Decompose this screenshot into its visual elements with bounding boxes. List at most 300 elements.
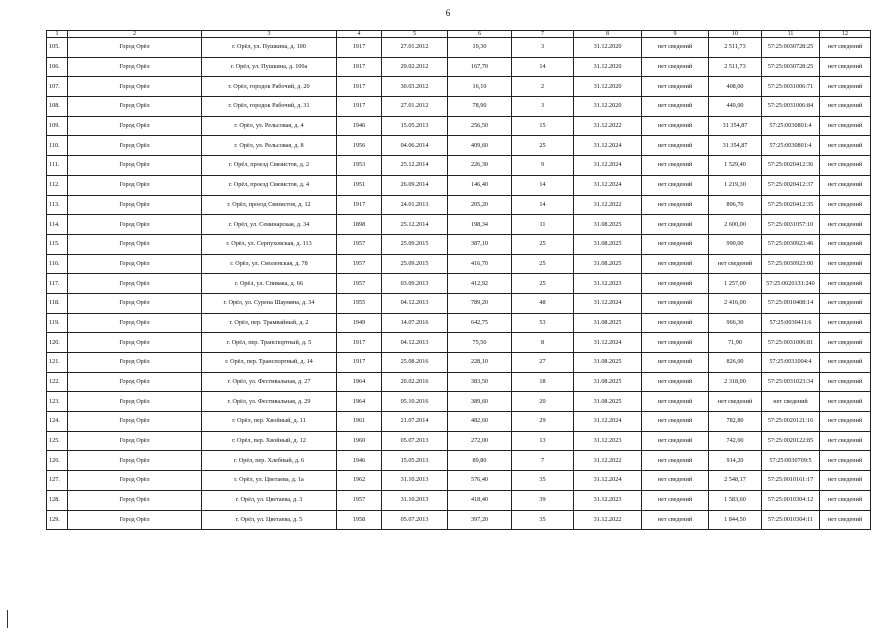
table-cell: г. Орёл, пер. Транспортный, д. 5 (202, 333, 337, 353)
table-cell: 13 (512, 431, 574, 451)
table-cell: 31.12.2020 (574, 97, 642, 117)
table-cell: Город Орёл (68, 215, 202, 235)
table-cell: Город Орёл (68, 333, 202, 353)
table-cell: нет сведений (820, 274, 871, 294)
table-row (47, 195, 871, 215)
table-cell: 1955 (337, 293, 382, 313)
table-cell: Город Орёл (68, 353, 202, 373)
table-cell: нет сведений (762, 392, 820, 412)
table-cell: Город Орёл (68, 412, 202, 432)
table-cell: 57:25:0010304:12 (762, 490, 820, 510)
table-cell: нет сведений (642, 175, 709, 195)
table-cell: Город Орёл (68, 471, 202, 491)
column-number-row (47, 31, 871, 38)
table-cell: 1917 (337, 57, 382, 77)
table-row (47, 274, 871, 294)
table-cell: г. Орёл, ул. Пушкина, д. 100 (202, 38, 337, 58)
table-cell: Город Орёл (68, 254, 202, 274)
table-cell: 2 416,00 (709, 293, 762, 313)
table-cell: 20 (512, 392, 574, 412)
table-cell: Город Орёл (68, 116, 202, 136)
table-cell: 1917 (337, 97, 382, 117)
table-cell: 25 (512, 274, 574, 294)
table-cell: Город Орёл (68, 156, 202, 176)
table-cell: 31.12.2020 (574, 77, 642, 97)
table-cell: 57:25:0030801:4 (762, 136, 820, 156)
page-number: 6 (445, 8, 451, 18)
table-cell: 31.08.2025 (574, 234, 642, 254)
table-cell: 27 (512, 353, 574, 373)
table-cell: г. Орёл, проезд Связистов, д. 4 (202, 175, 337, 195)
table-cell: нет сведений (820, 77, 871, 97)
table-cell: 2 600,00 (709, 215, 762, 235)
table-cell: нет сведений (820, 471, 871, 491)
table-row (47, 431, 871, 451)
table-cell: нет сведений (642, 471, 709, 491)
table-cell: 990,00 (709, 234, 762, 254)
table-cell: 125. (47, 431, 68, 451)
table-cell: 75,50 (448, 333, 512, 353)
table-cell: 25 (512, 136, 574, 156)
table-cell: нет сведений (820, 254, 871, 274)
table-cell: 57:25:0030411:6 (762, 313, 820, 333)
table-cell: нет сведений (642, 510, 709, 530)
column-number-cell: 9 (642, 31, 709, 38)
column-number-cell: 5 (382, 31, 448, 38)
table-cell: 05.07.2013 (382, 510, 448, 530)
table-cell: 57:25:0030728:25 (762, 38, 820, 58)
table-cell: 14.07.2016 (382, 313, 448, 333)
table-row (47, 156, 871, 176)
table-cell: 31.12.2022 (574, 451, 642, 471)
table-cell: нет сведений (642, 215, 709, 235)
table-cell: 15 (512, 116, 574, 136)
table-cell: 1 219,30 (709, 175, 762, 195)
table-cell: нет сведений (820, 156, 871, 176)
table-cell: 31.12.2024 (574, 412, 642, 432)
table-cell: г. Орёл, пер. Хлебный, д. 6 (202, 451, 337, 471)
table-cell: 25 (512, 254, 574, 274)
table-row (47, 471, 871, 491)
table-cell: 31.08.2025 (574, 392, 642, 412)
table-cell: 121. (47, 353, 68, 373)
table-cell: нет сведений (642, 412, 709, 432)
table-cell: 124. (47, 412, 68, 432)
table-cell: 1917 (337, 333, 382, 353)
column-number-cell: 10 (709, 31, 762, 38)
table-cell: 31 354,87 (709, 136, 762, 156)
table-cell: нет сведений (642, 57, 709, 77)
table-row (47, 313, 871, 333)
table-cell: 3 (512, 97, 574, 117)
table-cell: 226,30 (448, 156, 512, 176)
table-cell: 1961 (337, 412, 382, 432)
table-cell: 1951 (337, 175, 382, 195)
table-cell: 1917 (337, 77, 382, 97)
table-cell: 31.10.2013 (382, 490, 448, 510)
table-cell: 57:25:0030923:46 (762, 234, 820, 254)
table-cell: Город Орёл (68, 136, 202, 156)
table-cell: 78,90 (448, 97, 512, 117)
table-cell: 3 (512, 38, 574, 58)
table-cell: 116. (47, 254, 68, 274)
table-cell: 122. (47, 372, 68, 392)
table-cell: 31.12.2022 (574, 195, 642, 215)
table-cell: 146,40 (448, 175, 512, 195)
table-cell: Город Орёл (68, 313, 202, 333)
table-cell: 31.12.2024 (574, 156, 642, 176)
table-body (47, 31, 871, 530)
table-cell: 31.08.2025 (574, 372, 642, 392)
table-cell: 31 354,87 (709, 116, 762, 136)
table-cell: 416,70 (448, 254, 512, 274)
table-cell: нет сведений (642, 372, 709, 392)
table-cell: 53 (512, 313, 574, 333)
table-cell: 57:25:0020121:16 (762, 412, 820, 432)
table-cell: нет сведений (642, 136, 709, 156)
table-row (47, 136, 871, 156)
table-cell: 272,00 (448, 431, 512, 451)
table-cell: 57:25:0031057:10 (762, 215, 820, 235)
table-cell: 31.12.2020 (574, 38, 642, 58)
table-cell: 449,00 (709, 97, 762, 117)
table-cell: 18 (512, 372, 574, 392)
table-cell: 57:25:0020412:36 (762, 156, 820, 176)
table-cell: 2 511,73 (709, 38, 762, 58)
table-cell: нет сведений (820, 313, 871, 333)
table-cell: нет сведений (642, 451, 709, 471)
table-cell: 31.08.2025 (574, 313, 642, 333)
table-cell: 1 583,60 (709, 490, 762, 510)
table-cell: 29 (512, 412, 574, 432)
table-cell: нет сведений (820, 412, 871, 432)
table-cell: Город Орёл (68, 195, 202, 215)
table-cell: 1964 (337, 392, 382, 412)
table-cell: нет сведений (820, 215, 871, 235)
table-cell: 31.10.2013 (382, 471, 448, 491)
table-cell: 35 (512, 471, 574, 491)
table-cell: нет сведений (642, 274, 709, 294)
table-cell: нет сведений (820, 293, 871, 313)
table-cell: Город Орёл (68, 490, 202, 510)
table-row (47, 293, 871, 313)
table-cell: Город Орёл (68, 431, 202, 451)
table-row (47, 333, 871, 353)
table-cell: нет сведений (820, 490, 871, 510)
table-cell: 16,10 (448, 77, 512, 97)
table-row (47, 234, 871, 254)
table-cell: г. Орёл, пер. Хвойный, д. 11 (202, 412, 337, 432)
table-cell: 1964 (337, 372, 382, 392)
table-cell: г. Орёл, ул. Семинарская, д. 34 (202, 215, 337, 235)
table-cell: нет сведений (820, 116, 871, 136)
table-cell: г. Орёл, ул. Серпуховская, д. 113 (202, 234, 337, 254)
table-cell: 127. (47, 471, 68, 491)
table-cell: 198,34 (448, 215, 512, 235)
table-cell: г. Орёл, проезд Связистов, д. 12 (202, 195, 337, 215)
table-cell: 408,00 (709, 77, 762, 97)
table-cell: г. Орёл, ул. Фестивальная, д. 29 (202, 392, 337, 412)
table-cell: нет сведений (642, 392, 709, 412)
table-cell: 126. (47, 451, 68, 471)
table-cell: 25.08.2016 (382, 353, 448, 373)
table-cell: 789,20 (448, 293, 512, 313)
table-cell: нет сведений (820, 195, 871, 215)
table-cell: 11 (512, 215, 574, 235)
table-cell: 1957 (337, 274, 382, 294)
table-cell: нет сведений (820, 234, 871, 254)
table-cell: 31.12.2024 (574, 471, 642, 491)
table-cell: нет сведений (820, 136, 871, 156)
table-cell: 389,60 (448, 392, 512, 412)
table-cell: 256,50 (448, 116, 512, 136)
table-cell: 57:25:0020122:85 (762, 431, 820, 451)
table-cell: 57:25:0030709:5 (762, 451, 820, 471)
table-cell: нет сведений (642, 333, 709, 353)
table-cell: нет сведений (642, 97, 709, 117)
table-cell: 120. (47, 333, 68, 353)
table-cell: 35 (512, 510, 574, 530)
table-cell: г. Орёл, городок Рабочий, д. 20 (202, 77, 337, 97)
table-cell: 1 257,00 (709, 274, 762, 294)
table-cell: нет сведений (820, 372, 871, 392)
table-cell: нет сведений (820, 57, 871, 77)
table-cell: 21.07.2014 (382, 412, 448, 432)
table-cell: г. Орёл, ул. Фестивальная, д. 27 (202, 372, 337, 392)
table-cell: 117. (47, 274, 68, 294)
table-cell: 25.09.2015 (382, 254, 448, 274)
table-cell: 7 (512, 451, 574, 471)
table-cell: 57:25:0031006:71 (762, 77, 820, 97)
table-cell: 9 (512, 156, 574, 176)
table-cell: 31.12.2024 (574, 333, 642, 353)
table-cell: 1958 (337, 510, 382, 530)
table-cell: 24.01.2013 (382, 195, 448, 215)
table-cell: 04.12.2013 (382, 293, 448, 313)
column-number-cell: 2 (68, 31, 202, 38)
table-cell: 1956 (337, 136, 382, 156)
table-cell: 2 548,17 (709, 471, 762, 491)
table-cell: г. Орёл, ул. Сурена Шаумяна, д. 34 (202, 293, 337, 313)
column-number-cell: 3 (202, 31, 337, 38)
table-cell: 57:25:0031006:81 (762, 333, 820, 353)
table-row (47, 175, 871, 195)
table-cell: 71,90 (709, 333, 762, 353)
table-cell: Город Орёл (68, 77, 202, 97)
table-cell: 119. (47, 313, 68, 333)
table-cell: 107. (47, 77, 68, 97)
table-cell: 1898 (337, 215, 382, 235)
table-cell: нет сведений (820, 392, 871, 412)
column-number-cell: 7 (512, 31, 574, 38)
table-cell: 167,70 (448, 57, 512, 77)
table-cell: 482,60 (448, 412, 512, 432)
table-cell: 05.07.2013 (382, 431, 448, 451)
table-cell: 123. (47, 392, 68, 412)
column-number-cell: 6 (448, 31, 512, 38)
table-cell: нет сведений (642, 353, 709, 373)
table-cell: г. Орёл, пер. Хвойный, д. 12 (202, 431, 337, 451)
table-cell: нет сведений (820, 97, 871, 117)
table-cell: 1 529,40 (709, 156, 762, 176)
table-cell: 826,00 (709, 353, 762, 373)
table-cell: 2 511,73 (709, 57, 762, 77)
table-cell: нет сведений (820, 451, 871, 471)
table-cell: 26.09.2014 (382, 175, 448, 195)
table-cell: Город Орёл (68, 510, 202, 530)
table-cell: 576,40 (448, 471, 512, 491)
column-number-cell: 1 (47, 31, 68, 38)
table-cell: 1957 (337, 234, 382, 254)
table-cell: 31.08.2025 (574, 353, 642, 373)
table-cell: 31.12.2023 (574, 431, 642, 451)
table-cell: 05.10.2016 (382, 392, 448, 412)
table-cell: 57:25:0031023:34 (762, 372, 820, 392)
table-cell: 409,60 (448, 136, 512, 156)
table-cell: нет сведений (820, 431, 871, 451)
table-cell: 106. (47, 57, 68, 77)
table-cell: г. Орёл, ул. Пушкина, д. 100а (202, 57, 337, 77)
table-cell: 30.03.2012 (382, 77, 448, 97)
table-cell: нет сведений (642, 116, 709, 136)
table-cell: 48 (512, 293, 574, 313)
table-cell: 128. (47, 490, 68, 510)
margin-mark (7, 610, 8, 628)
table-cell: 15.05.2013 (382, 116, 448, 136)
table-cell: 20.02.2016 (382, 372, 448, 392)
table-cell: 1917 (337, 353, 382, 373)
column-number-cell: 12 (820, 31, 871, 38)
table-cell: 57:25:0020412:37 (762, 175, 820, 195)
table-cell: 397,20 (448, 510, 512, 530)
table-cell: 31.12.2022 (574, 510, 642, 530)
table-cell: 383,50 (448, 372, 512, 392)
table-cell: нет сведений (709, 392, 762, 412)
table-cell: 03.09.2013 (382, 274, 448, 294)
table-row (47, 57, 871, 77)
table-row (47, 392, 871, 412)
table-cell: 642,75 (448, 313, 512, 333)
table-cell: 914,20 (709, 451, 762, 471)
table-cell: 1949 (337, 313, 382, 333)
table-cell: Город Орёл (68, 175, 202, 195)
table-row (47, 510, 871, 530)
table-cell: г. Орёл, ул. Цветаева, д. 3 (202, 490, 337, 510)
table-cell: 114. (47, 215, 68, 235)
table-cell: 15.05.2013 (382, 451, 448, 471)
table-cell: 1960 (337, 431, 382, 451)
table-row (47, 77, 871, 97)
table-cell: г. Орёл, ул. Смоленская, д. 78 (202, 254, 337, 274)
table-cell: 112. (47, 175, 68, 195)
table-cell: нет сведений (709, 254, 762, 274)
table-cell: 14 (512, 175, 574, 195)
table-cell: 27.01.2012 (382, 97, 448, 117)
table-cell: 387,10 (448, 234, 512, 254)
table-cell: 1946 (337, 116, 382, 136)
table-row (47, 254, 871, 274)
table-cell: 228,10 (448, 353, 512, 373)
table-cell: 57:25:0010161:17 (762, 471, 820, 491)
table-cell: 25 (512, 234, 574, 254)
table-row (47, 412, 871, 432)
table-cell: 109. (47, 116, 68, 136)
table-cell: 19,30 (448, 38, 512, 58)
column-number-cell: 8 (574, 31, 642, 38)
table-cell: 8 (512, 333, 574, 353)
table-cell: 27.01.2012 (382, 38, 448, 58)
table-cell: нет сведений (642, 156, 709, 176)
table-cell: 57:25:0030801:4 (762, 116, 820, 136)
table-cell: нет сведений (642, 490, 709, 510)
table-cell: Город Орёл (68, 97, 202, 117)
table-cell: 89,80 (448, 451, 512, 471)
table-cell: нет сведений (820, 353, 871, 373)
table-cell: Город Орёл (68, 372, 202, 392)
table-cell: 57:25:0010408:14 (762, 293, 820, 313)
table-cell: 2 318,00 (709, 372, 762, 392)
table-cell: 1946 (337, 451, 382, 471)
table-cell: 115. (47, 234, 68, 254)
table-cell: г. Орёл, ул. Цветаева, д. 1а (202, 471, 337, 491)
table-cell: 118. (47, 293, 68, 313)
housing-register-table (46, 30, 871, 530)
table-cell: 105. (47, 38, 68, 58)
table-cell: 896,70 (709, 195, 762, 215)
table-cell: 25.09.2015 (382, 234, 448, 254)
table-cell: Город Орёл (68, 57, 202, 77)
table-cell: г. Орёл, городок Рабочий, д. 31 (202, 97, 337, 117)
table-cell: 39 (512, 490, 574, 510)
table-row (47, 215, 871, 235)
table-cell: нет сведений (642, 195, 709, 215)
table-cell: г. Орёл, пер. Трамвайный, д. 2 (202, 313, 337, 333)
table-cell: 31.12.2022 (574, 116, 642, 136)
table-cell: 110. (47, 136, 68, 156)
table-cell: 57:25:0030728:25 (762, 57, 820, 77)
table-row (47, 372, 871, 392)
table-cell: г. Орёл, ул. Рельсовая, д. 8 (202, 136, 337, 156)
table-cell: 418,40 (448, 490, 512, 510)
table-cell: 57:25:00201З1:240 (762, 274, 820, 294)
table-cell: 1957 (337, 254, 382, 274)
table-cell: Город Орёл (68, 451, 202, 471)
table-cell: 113. (47, 195, 68, 215)
table-cell: 31.12.2024 (574, 293, 642, 313)
table-cell: 57:25:0031004:4 (762, 353, 820, 373)
table-row (47, 451, 871, 471)
table-row (47, 353, 871, 373)
table-cell: 04.12.2013 (382, 333, 448, 353)
table-cell: нет сведений (820, 333, 871, 353)
table-cell: 205,20 (448, 195, 512, 215)
table-cell: нет сведений (642, 38, 709, 58)
table-cell: 1962 (337, 471, 382, 491)
table-cell: 412,92 (448, 274, 512, 294)
table-cell: 04.06.2014 (382, 136, 448, 156)
table-cell: 31.12.2024 (574, 136, 642, 156)
table-cell: 31.12.2023 (574, 274, 642, 294)
table-cell: нет сведений (642, 431, 709, 451)
column-number-cell: 4 (337, 31, 382, 38)
table-cell: нет сведений (820, 510, 871, 530)
table-row (47, 97, 871, 117)
table-cell: 966,30 (709, 313, 762, 333)
table-cell: нет сведений (642, 254, 709, 274)
table-cell: 1917 (337, 195, 382, 215)
table-cell: 111. (47, 156, 68, 176)
table-cell: 1917 (337, 38, 382, 58)
